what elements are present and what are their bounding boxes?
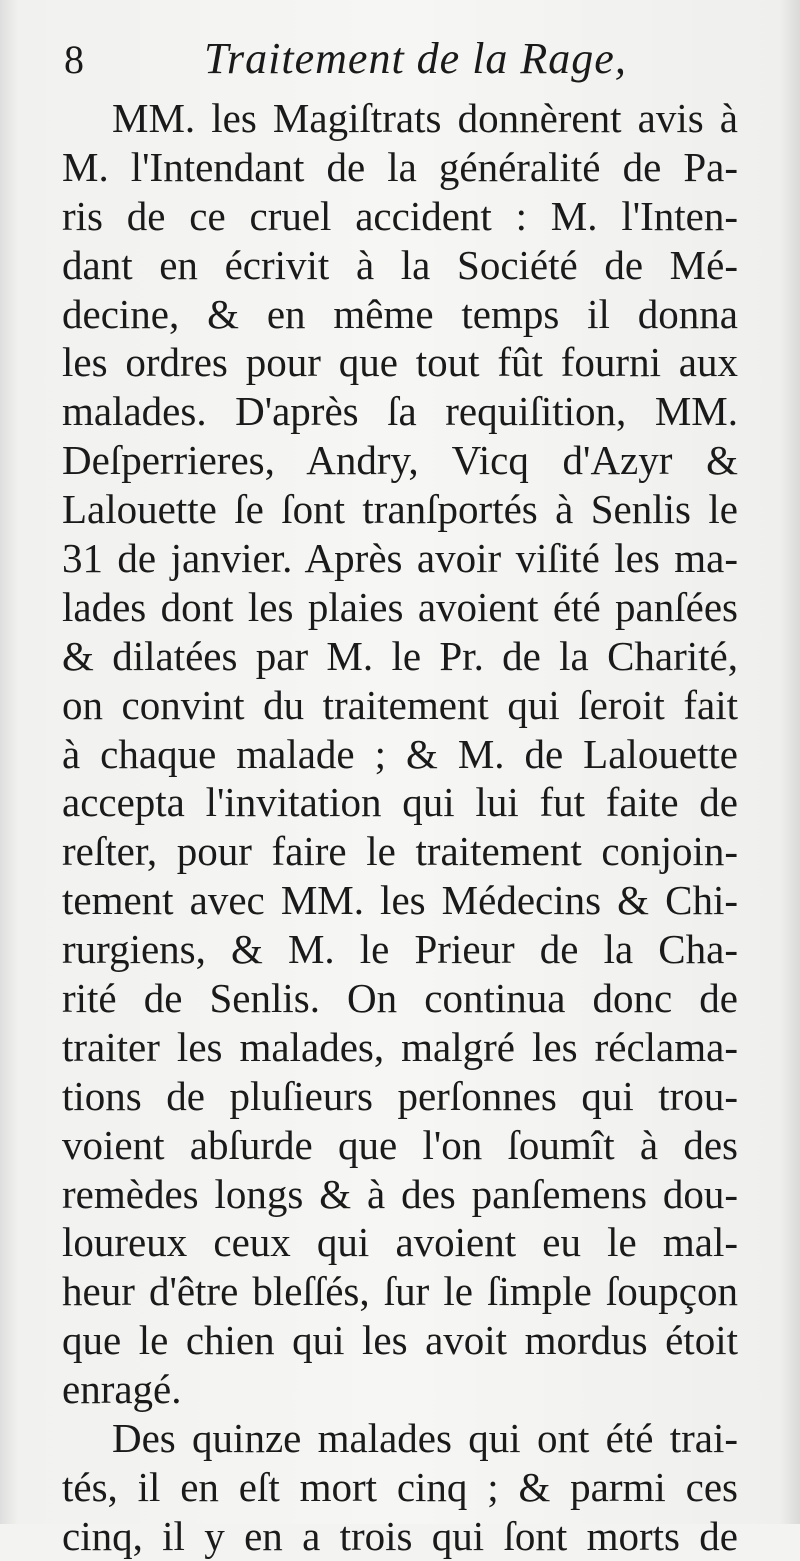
text-line: reſter, pour faire le traitement conjoin-	[62, 828, 738, 875]
text-line: que le chien qui les avoit mordus étoit	[62, 1317, 738, 1364]
text-line: tés, il en eſt mort cinq ; & parmi ces	[62, 1463, 738, 1510]
text-line: Lalouette ſe ſont tranſportés à Senlis le	[62, 486, 738, 533]
body-text	[62, 94, 738, 1561]
paragraph	[62, 94, 738, 1414]
text-line: malades. D'après ſa requiſition, MM.	[62, 388, 738, 435]
text-line: enragé.	[62, 1366, 182, 1413]
running-title: Traitement de la Rage,	[204, 34, 627, 83]
text-line: lades dont les plaies avoient été panſées	[62, 583, 738, 630]
text-line: remèdes longs & à des panſemens dou-	[62, 1170, 738, 1217]
text-line: on convint du traitement qui ſeroit fait	[62, 681, 738, 728]
text-line: tions de pluſieurs perſonnes qui trou-	[62, 1072, 738, 1119]
page-number: 8	[64, 37, 84, 82]
text-line: voient abſurde que l'on ſoumît à des	[62, 1121, 738, 1168]
text-line: M. l'Intendant de la généralité de Pa-	[62, 143, 738, 190]
text-line: tement avec MM. les Médecins & Chi-	[62, 877, 738, 924]
text-line: Deſperrieres, Andry, Vicq d'Azyr &	[62, 437, 738, 484]
text-line: decine, & en même temps il donna	[62, 290, 738, 337]
paragraph	[62, 1414, 738, 1561]
text-line: rurgiens, & M. le Prieur de la Cha-	[62, 926, 738, 973]
text-line: accepta l'invitation qui lui fut faite de	[62, 779, 738, 826]
text-line: traiter les malades, malgré les réclama-	[62, 1023, 738, 1070]
text-line: les ordres pour que tout fût fourni aux	[62, 339, 738, 386]
text-line: à chaque malade ; & M. de Lalouette	[62, 730, 738, 777]
text-line: dant en écrivit à la Société de Mé-	[62, 241, 738, 288]
text-line: MM. les Magiſtrats donnèrent avis à	[112, 95, 738, 141]
text-line: loureux ceux qui avoient eu le mal-	[62, 1219, 738, 1266]
text-line: cinq, il y en a trois qui ſont morts de	[62, 1512, 738, 1559]
text-line: 31 de janvier. Après avoir viſité les ma-	[62, 535, 738, 582]
text-line: Des quinze malades qui ont été trai-	[112, 1415, 738, 1462]
text-line: rité de Senlis. On continua donc de	[62, 975, 738, 1022]
text-line: ris de ce cruel accident : M. l'Inten-	[62, 192, 738, 239]
text-line: & dilatées par M. le Pr. de la Charité,	[62, 632, 738, 679]
text-line: heur d'être bleſſés, ſur le ſimple ſoupçon	[62, 1268, 738, 1315]
running-head	[64, 32, 744, 88]
